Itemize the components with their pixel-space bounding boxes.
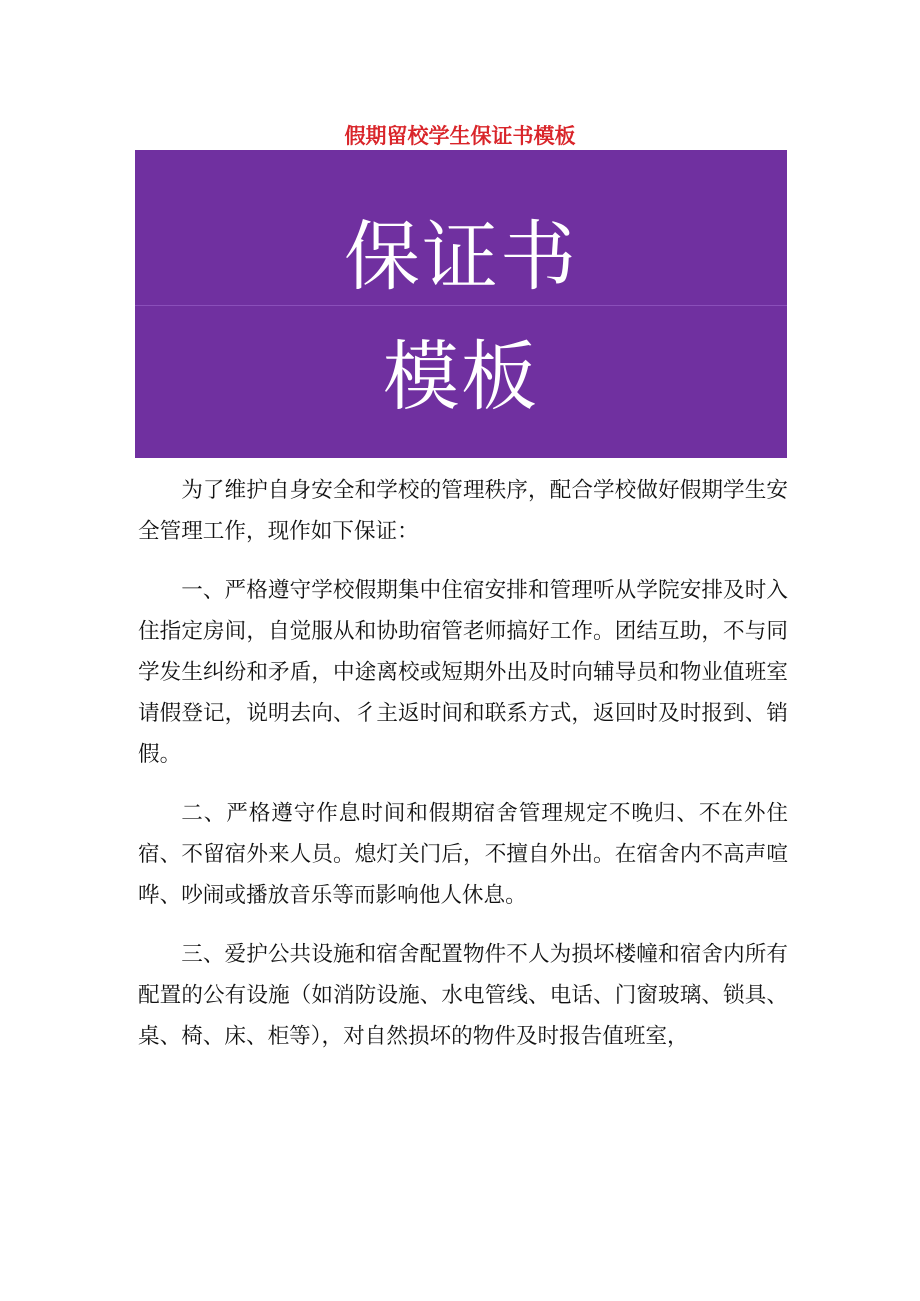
document-body (138, 470, 788, 1075)
paragraph-clause-2: 二、严格遵守作息时间和假期宿舍管理规定不晚归、不在外住宿、不留宿外来人员。熄灯关门后，不擅自外出。在宿舍内不高声喧哗、吵闹或播放音乐等而影响他人休息。 (138, 801, 788, 908)
banner-title-line-2: 模板 (383, 332, 539, 421)
banner-title-line-1: 保证书 (344, 212, 578, 301)
banner-divider (135, 305, 787, 306)
paragraph-clause-3: 三、爱护公共设施和宿舍配置物件不人为损坏楼幢和宿舍内所有配置的公有设施（如消防设施、水电管线、电话、门窗玻璃、锁具、桌、椅、床、柜等），对自然损坏的物件及时报告值班室， (138, 942, 788, 1049)
title-banner (135, 150, 787, 458)
paragraph-clause-1: 一、严格遵守学校假期集中住宿安排和管理听从学院安排及时入住指定房间，自觉服从和协助宿管老师搞好工作。团结互助，不与同学发生纠纷和矛盾，中途离校或短期外出及时向辅导员和物业值班室请假登记，说明去向、彳主返时间和联系方式，返回时及时报到、销假。 (138, 578, 788, 767)
paragraph-intro: 为了维护自身安全和学校的管理秩序，配合学校做好假期学生安全管理工作，现作如下保证： (138, 478, 788, 544)
document-title: 假期留校学生保证书模板 (344, 124, 576, 148)
